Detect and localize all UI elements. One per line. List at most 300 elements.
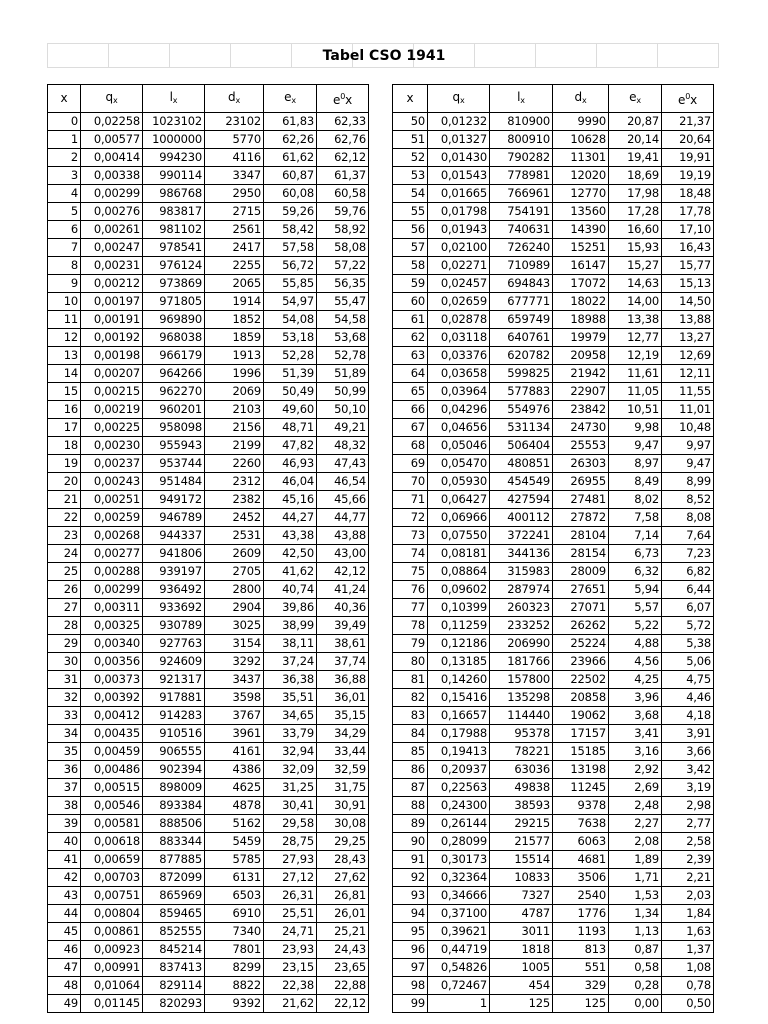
cell-qx: 0,01430 <box>428 149 490 167</box>
cell-qx: 0,00414 <box>81 149 143 167</box>
cell-dx: 3437 <box>205 671 264 689</box>
cell-dx: 1996 <box>205 365 264 383</box>
cell-e0x: 18,48 <box>662 185 714 203</box>
table-row <box>48 599 369 617</box>
cell-ex: 12,77 <box>609 329 662 347</box>
cell-dx: 2156 <box>205 419 264 437</box>
table-row <box>393 257 714 275</box>
cell-lx: 964266 <box>143 365 205 383</box>
table-row <box>48 653 369 671</box>
header-qx: $q_x$ <box>81 85 143 113</box>
table-row <box>48 185 369 203</box>
cell-dx: 1914 <box>205 293 264 311</box>
cell-qx: 0,00486 <box>81 761 143 779</box>
cell-lx: 554976 <box>490 401 553 419</box>
cell-lx: 951484 <box>143 473 205 491</box>
cell-qx: 0,00338 <box>81 167 143 185</box>
cell-age: 92 <box>393 869 428 887</box>
cell-e0x: 8,08 <box>662 509 714 527</box>
cell-e0x: 19,19 <box>662 167 714 185</box>
cell-dx: 4681 <box>553 851 609 869</box>
cell-age: 47 <box>48 959 81 977</box>
cell-ex: 55,85 <box>264 275 317 293</box>
cell-e0x: 59,76 <box>317 203 369 221</box>
cell-dx: 6131 <box>205 869 264 887</box>
cell-lx: 902394 <box>143 761 205 779</box>
table-row <box>48 473 369 491</box>
cell-dx: 1776 <box>553 905 609 923</box>
table-row <box>48 941 369 959</box>
table-row <box>48 275 369 293</box>
cell-age: 9 <box>48 275 81 293</box>
cell-e0x: 22,88 <box>317 977 369 995</box>
cell-ex: 8,97 <box>609 455 662 473</box>
cell-ex: 39,86 <box>264 599 317 617</box>
cell-age: 3 <box>48 167 81 185</box>
header-x: x <box>48 85 81 113</box>
cell-lx: 790282 <box>490 149 553 167</box>
cell-age: 13 <box>48 347 81 365</box>
cell-lx: 1005 <box>490 959 553 977</box>
table-row <box>393 167 714 185</box>
table-row <box>393 671 714 689</box>
cell-ex: 19,41 <box>609 149 662 167</box>
cell-qx: 0,00311 <box>81 599 143 617</box>
cell-qx: 0,00225 <box>81 419 143 437</box>
cell-e0x: 15,77 <box>662 257 714 275</box>
cell-e0x: 4,75 <box>662 671 714 689</box>
cell-lx: 15514 <box>490 851 553 869</box>
cell-dx: 17157 <box>553 725 609 743</box>
cell-qx: 0,00192 <box>81 329 143 347</box>
table-row <box>393 203 714 221</box>
cell-lx: 910516 <box>143 725 205 743</box>
cell-ex: 1,53 <box>609 887 662 905</box>
cell-e0x: 2,03 <box>662 887 714 905</box>
cell-qx: 0,00219 <box>81 401 143 419</box>
table-row <box>48 329 369 347</box>
cell-lx: 10833 <box>490 869 553 887</box>
table-row <box>48 545 369 563</box>
cell-ex: 0,87 <box>609 941 662 959</box>
cell-e0x: 55,47 <box>317 293 369 311</box>
cell-age: 90 <box>393 833 428 851</box>
cell-lx: 480851 <box>490 455 553 473</box>
mortality-table-left <box>47 84 369 1013</box>
cell-e0x: 11,01 <box>662 401 714 419</box>
cell-e0x: 54,58 <box>317 311 369 329</box>
cell-ex: 20,87 <box>609 113 662 131</box>
cell-ex: 21,62 <box>264 995 317 1013</box>
cell-lx: 7327 <box>490 887 553 905</box>
cell-dx: 15185 <box>553 743 609 761</box>
cell-qx: 0,14260 <box>428 671 490 689</box>
table-row <box>48 689 369 707</box>
cell-ex: 2,92 <box>609 761 662 779</box>
table-body <box>393 113 714 1013</box>
cell-e0x: 6,82 <box>662 563 714 581</box>
cell-ex: 6,73 <box>609 545 662 563</box>
cell-lx: 917881 <box>143 689 205 707</box>
cell-ex: 46,04 <box>264 473 317 491</box>
cell-qx: 0,00581 <box>81 815 143 833</box>
table-row <box>393 581 714 599</box>
cell-qx: 0,00247 <box>81 239 143 257</box>
cell-qx: 0,04296 <box>428 401 490 419</box>
cell-qx: 0,00243 <box>81 473 143 491</box>
cell-lx: 946789 <box>143 509 205 527</box>
cell-e0x: 38,61 <box>317 635 369 653</box>
cell-qx: 0,07550 <box>428 527 490 545</box>
cell-e0x: 3,42 <box>662 761 714 779</box>
table-row <box>48 113 369 131</box>
cell-dx: 5162 <box>205 815 264 833</box>
table-row <box>393 725 714 743</box>
cell-lx: 958098 <box>143 419 205 437</box>
cell-ex: 5,22 <box>609 617 662 635</box>
cell-age: 38 <box>48 797 81 815</box>
cell-e0x: 1,37 <box>662 941 714 959</box>
cell-age: 8 <box>48 257 81 275</box>
cell-age: 24 <box>48 545 81 563</box>
table-row <box>393 329 714 347</box>
cell-ex: 53,18 <box>264 329 317 347</box>
cell-qx: 0,03658 <box>428 365 490 383</box>
cell-qx: 0,00277 <box>81 545 143 563</box>
cell-dx: 4116 <box>205 149 264 167</box>
cell-ex: 25,51 <box>264 905 317 923</box>
table-row <box>48 563 369 581</box>
cell-qx: 0,00340 <box>81 635 143 653</box>
cell-lx: 983817 <box>143 203 205 221</box>
cell-dx: 3025 <box>205 617 264 635</box>
cell-lx: 577883 <box>490 383 553 401</box>
cell-e0x: 26,01 <box>317 905 369 923</box>
cell-dx: 21942 <box>553 365 609 383</box>
table-row <box>393 221 714 239</box>
cell-dx: 9392 <box>205 995 264 1013</box>
cell-ex: 20,14 <box>609 131 662 149</box>
cell-lx: 125 <box>490 995 553 1013</box>
cell-qx: 0,37100 <box>428 905 490 923</box>
cell-qx: 0,00237 <box>81 455 143 473</box>
cell-dx: 2255 <box>205 257 264 275</box>
cell-qx: 0,00923 <box>81 941 143 959</box>
table-row <box>393 869 714 887</box>
cell-dx: 19062 <box>553 707 609 725</box>
cell-age: 65 <box>393 383 428 401</box>
cell-dx: 13560 <box>553 203 609 221</box>
cell-lx: 427594 <box>490 491 553 509</box>
cell-age: 64 <box>393 365 428 383</box>
cell-qx: 0,02659 <box>428 293 490 311</box>
cell-ex: 28,75 <box>264 833 317 851</box>
cell-qx: 0,01798 <box>428 203 490 221</box>
cell-ex: 18,69 <box>609 167 662 185</box>
cell-e0x: 1,84 <box>662 905 714 923</box>
cell-qx: 0,00212 <box>81 275 143 293</box>
table-row <box>48 725 369 743</box>
cell-lx: 233252 <box>490 617 553 635</box>
table-row <box>393 653 714 671</box>
cell-dx: 23966 <box>553 653 609 671</box>
cell-ex: 62,26 <box>264 131 317 149</box>
cell-e0x: 17,10 <box>662 221 714 239</box>
cell-lx: 924609 <box>143 653 205 671</box>
cell-age: 25 <box>48 563 81 581</box>
cell-ex: 52,28 <box>264 347 317 365</box>
cell-qx: 0,01232 <box>428 113 490 131</box>
cell-age: 84 <box>393 725 428 743</box>
cell-e0x: 8,52 <box>662 491 714 509</box>
table-row <box>393 977 714 995</box>
cell-lx: 315983 <box>490 563 553 581</box>
cell-ex: 60,08 <box>264 185 317 203</box>
table-row <box>393 689 714 707</box>
cell-age: 1 <box>48 131 81 149</box>
cell-dx: 2800 <box>205 581 264 599</box>
cell-e0x: 48,32 <box>317 437 369 455</box>
cell-lx: 973869 <box>143 275 205 293</box>
cell-qx: 0,44719 <box>428 941 490 959</box>
table-row <box>48 311 369 329</box>
cell-age: 34 <box>48 725 81 743</box>
cell-qx: 0,30173 <box>428 851 490 869</box>
cell-ex: 17,28 <box>609 203 662 221</box>
table-row <box>48 851 369 869</box>
table-row <box>48 779 369 797</box>
cell-dx: 6063 <box>553 833 609 851</box>
cell-ex: 61,83 <box>264 113 317 131</box>
cell-lx: 906555 <box>143 743 205 761</box>
cell-lx: 677771 <box>490 293 553 311</box>
cell-age: 91 <box>393 851 428 869</box>
table-row <box>393 707 714 725</box>
table-row <box>48 365 369 383</box>
cell-lx: 260323 <box>490 599 553 617</box>
table-row <box>48 401 369 419</box>
table-row <box>393 473 714 491</box>
cell-age: 43 <box>48 887 81 905</box>
cell-e0x: 58,92 <box>317 221 369 239</box>
cell-dx: 3347 <box>205 167 264 185</box>
cell-qx: 0,00459 <box>81 743 143 761</box>
cell-lx: 400112 <box>490 509 553 527</box>
cell-ex: 2,27 <box>609 815 662 833</box>
cell-qx: 0,00197 <box>81 293 143 311</box>
cell-age: 60 <box>393 293 428 311</box>
cell-ex: 13,38 <box>609 311 662 329</box>
cell-lx: 1000000 <box>143 131 205 149</box>
cell-dx: 6910 <box>205 905 264 923</box>
cell-age: 97 <box>393 959 428 977</box>
header-lx: $l_x$ <box>490 85 553 113</box>
cell-ex: 14,00 <box>609 293 662 311</box>
header-lx: $l_x$ <box>143 85 205 113</box>
cell-ex: 14,63 <box>609 275 662 293</box>
cell-e0x: 41,24 <box>317 581 369 599</box>
cell-qx: 0,00299 <box>81 581 143 599</box>
cell-qx: 0,00230 <box>81 437 143 455</box>
cell-e0x: 7,64 <box>662 527 714 545</box>
cell-e0x: 62,12 <box>317 149 369 167</box>
cell-age: 59 <box>393 275 428 293</box>
cell-lx: 21577 <box>490 833 553 851</box>
table-row <box>393 617 714 635</box>
cell-lx: 454549 <box>490 473 553 491</box>
table-row <box>48 437 369 455</box>
cell-e0x: 40,36 <box>317 599 369 617</box>
cell-lx: 599825 <box>490 365 553 383</box>
cell-ex: 3,68 <box>609 707 662 725</box>
table-row <box>48 257 369 275</box>
cell-lx: 883344 <box>143 833 205 851</box>
cell-ex: 15,27 <box>609 257 662 275</box>
cell-qx: 1 <box>428 995 490 1013</box>
header-e0x: $e^0x$ <box>317 85 369 113</box>
cell-e0x: 44,77 <box>317 509 369 527</box>
table-row <box>393 509 714 527</box>
cell-dx: 2561 <box>205 221 264 239</box>
table-row <box>48 239 369 257</box>
cell-ex: 11,61 <box>609 365 662 383</box>
cell-age: 57 <box>393 239 428 257</box>
cell-e0x: 21,37 <box>662 113 714 131</box>
cell-e0x: 47,43 <box>317 455 369 473</box>
cell-e0x: 17,78 <box>662 203 714 221</box>
cell-lx: 114440 <box>490 707 553 725</box>
cell-dx: 2715 <box>205 203 264 221</box>
cell-ex: 0,58 <box>609 959 662 977</box>
table-row <box>393 887 714 905</box>
header-qx: $q_x$ <box>428 85 490 113</box>
cell-e0x: 12,69 <box>662 347 714 365</box>
table-row <box>48 635 369 653</box>
header-row <box>48 85 369 113</box>
cell-lx: 953744 <box>143 455 205 473</box>
cell-age: 50 <box>393 113 428 131</box>
cell-age: 39 <box>48 815 81 833</box>
cell-qx: 0,01064 <box>81 977 143 995</box>
cell-age: 85 <box>393 743 428 761</box>
table-row <box>48 131 369 149</box>
cell-dx: 23102 <box>205 113 264 131</box>
cell-age: 71 <box>393 491 428 509</box>
cell-lx: 694843 <box>490 275 553 293</box>
cell-age: 41 <box>48 851 81 869</box>
table-row <box>48 977 369 995</box>
cell-dx: 12770 <box>553 185 609 203</box>
cell-age: 94 <box>393 905 428 923</box>
cell-lx: 640761 <box>490 329 553 347</box>
cell-e0x: 33,44 <box>317 743 369 761</box>
cell-dx: 20858 <box>553 689 609 707</box>
cell-age: 16 <box>48 401 81 419</box>
cell-qx: 0,00412 <box>81 707 143 725</box>
cell-e0x: 20,64 <box>662 131 714 149</box>
cell-age: 74 <box>393 545 428 563</box>
cell-e0x: 5,06 <box>662 653 714 671</box>
cell-e0x: 36,88 <box>317 671 369 689</box>
table-row <box>393 149 714 167</box>
cell-qx: 0,01665 <box>428 185 490 203</box>
cell-age: 75 <box>393 563 428 581</box>
table-row <box>393 797 714 815</box>
header-dx: $d_x$ <box>553 85 609 113</box>
cell-dx: 2609 <box>205 545 264 563</box>
cell-dx: 12020 <box>553 167 609 185</box>
cell-ex: 27,93 <box>264 851 317 869</box>
table-row <box>48 707 369 725</box>
table-row <box>393 959 714 977</box>
cell-e0x: 37,74 <box>317 653 369 671</box>
cell-e0x: 5,72 <box>662 617 714 635</box>
cell-e0x: 34,29 <box>317 725 369 743</box>
cell-e0x: 2,58 <box>662 833 714 851</box>
cell-lx: 872099 <box>143 869 205 887</box>
table-row <box>393 185 714 203</box>
cell-lx: 95378 <box>490 725 553 743</box>
cell-dx: 2065 <box>205 275 264 293</box>
cell-dx: 22502 <box>553 671 609 689</box>
cell-dx: 2705 <box>205 563 264 581</box>
cell-e0x: 9,47 <box>662 455 714 473</box>
cell-lx: 939197 <box>143 563 205 581</box>
table-row <box>393 635 714 653</box>
cell-qx: 0,01145 <box>81 995 143 1013</box>
cell-e0x: 7,23 <box>662 545 714 563</box>
cell-e0x: 31,75 <box>317 779 369 797</box>
cell-ex: 36,38 <box>264 671 317 689</box>
cell-e0x: 3,19 <box>662 779 714 797</box>
cell-e0x: 2,21 <box>662 869 714 887</box>
cell-e0x: 0,78 <box>662 977 714 995</box>
cell-age: 58 <box>393 257 428 275</box>
cell-e0x: 28,43 <box>317 851 369 869</box>
table-row <box>393 383 714 401</box>
cell-e0x: 12,11 <box>662 365 714 383</box>
cell-e0x: 45,66 <box>317 491 369 509</box>
cell-age: 36 <box>48 761 81 779</box>
cell-dx: 2950 <box>205 185 264 203</box>
cell-ex: 57,58 <box>264 239 317 257</box>
cell-e0x: 16,43 <box>662 239 714 257</box>
header-x: x <box>393 85 428 113</box>
cell-lx: 877885 <box>143 851 205 869</box>
cell-dx: 26262 <box>553 617 609 635</box>
cell-lx: 778981 <box>490 167 553 185</box>
cell-dx: 7340 <box>205 923 264 941</box>
cell-dx: 15251 <box>553 239 609 257</box>
cell-age: 80 <box>393 653 428 671</box>
cell-dx: 3292 <box>205 653 264 671</box>
cell-lx: 969890 <box>143 311 205 329</box>
cell-qx: 0,00546 <box>81 797 143 815</box>
mortality-table-right <box>392 84 714 1013</box>
cell-dx: 3767 <box>205 707 264 725</box>
table-row <box>393 941 714 959</box>
cell-qx: 0,00356 <box>81 653 143 671</box>
table-row <box>48 761 369 779</box>
cell-dx: 23842 <box>553 401 609 419</box>
table-row <box>393 905 714 923</box>
cell-ex: 42,50 <box>264 545 317 563</box>
cell-lx: 135298 <box>490 689 553 707</box>
cell-ex: 47,82 <box>264 437 317 455</box>
cell-lx: 981102 <box>143 221 205 239</box>
cell-e0x: 3,66 <box>662 743 714 761</box>
cell-dx: 25224 <box>553 635 609 653</box>
